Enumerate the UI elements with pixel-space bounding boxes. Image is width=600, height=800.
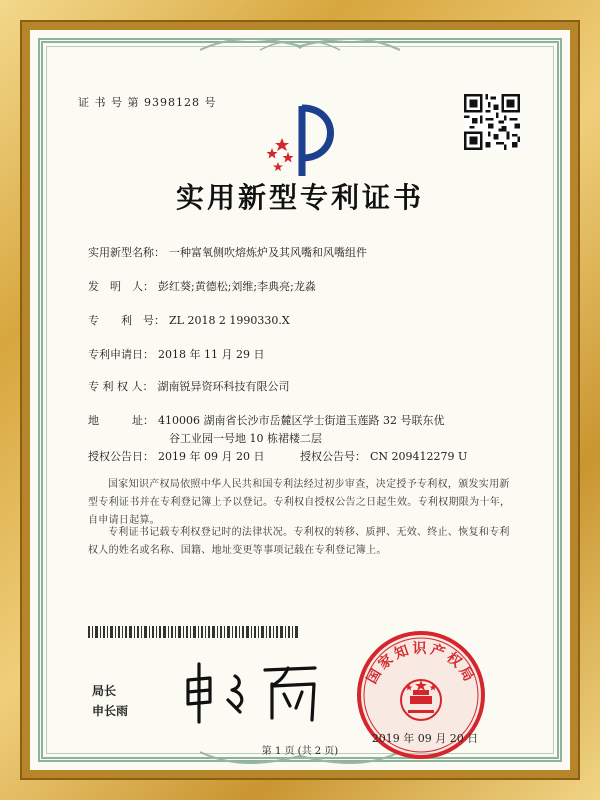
patentee-value: 湖南锐异资环科技有限公司 [157, 380, 290, 393]
seal-text: 国家知识产权局 [364, 641, 478, 687]
inventor-label: 发 明 人： [88, 280, 154, 293]
utility-model-name-label: 实用新型名称： [88, 246, 165, 259]
certificate-paper [30, 30, 570, 770]
application-date-row [88, 348, 264, 362]
announcement-number-value: CN 209412279 U [369, 450, 468, 463]
director-name: 申长雨 [92, 704, 129, 718]
application-date-label: 专利申请日： [88, 348, 154, 361]
patent-office-logo [258, 100, 342, 180]
barcode-icon [88, 626, 298, 638]
utility-model-name-value: 一种富氧侧吹熔炼炉及其风嘴和风嘴组件 [169, 246, 367, 259]
patentee-label: 专 利 权 人： [88, 380, 154, 393]
announcement-date-label: 授权公告日： [88, 450, 154, 463]
inventor-row [88, 280, 316, 294]
patent-number-label: 专 利 号： [88, 314, 165, 327]
address-line-1: 410006 湖南省长沙市岳麓区学士街道玉莲路 32 号联东优 [158, 414, 445, 427]
top-ornament [200, 36, 400, 56]
grant-statement-paragraph: 国家知识产权局依照中华人民共和国专利法经过初步审查，决定授予专利权，颁发实用新型专利证书并在专利登记簿上予以登记。专利权自授权公告之日起生效。专利权期限为十年，自申请日起算。 [88, 479, 511, 526]
announcement-date-value: 2019 年 09 月 20 日 [158, 450, 265, 463]
announcement-row [88, 450, 467, 464]
legal-status-paragraph: 专利证书记载专利权登记时的法律状况。专利权的转移、质押、无效、终止、恢复和专利权人的姓名或名称、国籍、地址变更等事项记载在专利登记簿上。 [88, 527, 510, 556]
address-row [88, 414, 444, 428]
certificate-number: 证 书 号 第 9398128 号 [78, 96, 217, 109]
patentee-row [88, 380, 290, 394]
announcement-number-label: 授权公告号： [299, 450, 366, 463]
patent-number-row [88, 314, 290, 328]
utility-model-name-row [88, 246, 367, 260]
address-line-2: 谷工业园一号地 10 栋裙楼二层 [169, 432, 322, 445]
patent-number-value: ZL 2018 2 1990330.X [169, 314, 290, 327]
certificate-title: 实用新型专利证书 [175, 181, 424, 214]
page-number: 第 1 页 (共 2 页) [261, 746, 339, 757]
director-title: 局长 [92, 684, 117, 698]
inventor-value: 彭红葵;黄德松;刘维;李典亮;龙淼 [158, 280, 316, 293]
handwritten-signature [180, 650, 330, 730]
address-label: 地 址： [88, 414, 154, 427]
qr-code-icon [464, 94, 520, 150]
seal-date: 2019 年 09 月 20 日 [371, 732, 479, 745]
application-date-value: 2018 年 11 月 29 日 [158, 348, 265, 361]
